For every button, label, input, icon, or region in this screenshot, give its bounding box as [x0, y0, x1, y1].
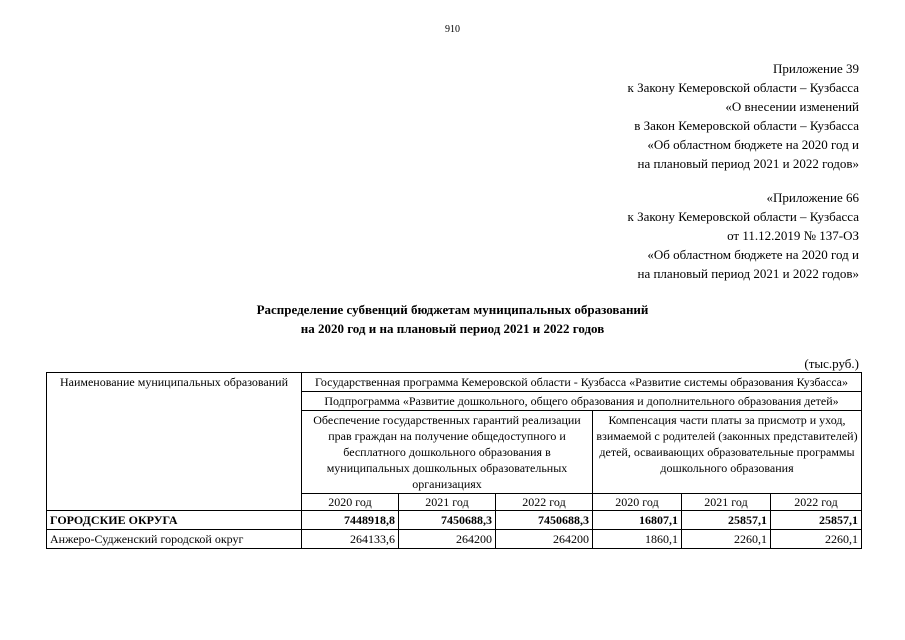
program-header: Государственная программа Кемеровской области - Кузбасса «Развитие системы образования Кузбасса» [302, 373, 862, 392]
table-row [47, 511, 862, 530]
year-header: 2022 год [496, 494, 593, 511]
value-cell: 264133,6 [302, 530, 399, 549]
value-cell: 7450688,3 [496, 511, 593, 530]
value-cell: 264200 [399, 530, 496, 549]
value-cell: 2260,1 [682, 530, 771, 549]
year-header: 2022 год [771, 494, 862, 511]
appendix-line: к Закону Кемеровской области – Кузбасса [627, 80, 859, 95]
appendix-line: в Закон Кемеровской области – Кузбасса [634, 118, 859, 133]
appendix-line: «Приложение 66 [766, 190, 859, 205]
value-cell: 7448918,8 [302, 511, 399, 530]
value-cell: 264200 [496, 530, 593, 549]
appendix-line: «Об областном бюджете на 2020 год и [647, 137, 859, 152]
subprogram-header: Подпрограмма «Развитие дошкольного, общего образования и дополнительного образования детей» [302, 392, 862, 411]
municipality-name: ГОРОДСКИЕ ОКРУГА [47, 511, 302, 530]
year-header: 2020 год [302, 494, 399, 511]
name-column-header: Наименование муниципальных образований [47, 373, 302, 511]
appendix-line: от 11.12.2019 № 137-ОЗ [727, 228, 859, 243]
units-label: (тыс.руб.) [804, 356, 859, 371]
value-cell: 7450688,3 [399, 511, 496, 530]
appendix-line: к Закону Кемеровской области – Кузбасса [627, 209, 859, 224]
year-header: 2021 год [399, 494, 496, 511]
appendix-line: Приложение 39 [772, 61, 859, 76]
value-cell: 1860,1 [593, 530, 682, 549]
appendix-39-header [628, 59, 860, 173]
value-cell: 16807,1 [593, 511, 682, 530]
measure-2-header: Компенсация части платы за присмотр и уход, взимаемой с родителей (законных представителей) детей, осваивающих образовательные программы дошкольного образования [593, 411, 862, 494]
year-header: 2020 год [593, 494, 682, 511]
subsidy-table [46, 372, 862, 549]
measure-1-header: Обеспечение государственных гарантий реализации прав граждан на получение общедоступного и бесплатного дошкольного образования в муниципальных дошкольных образовательных организациях [302, 411, 593, 494]
year-header: 2021 год [682, 494, 771, 511]
value-cell: 2260,1 [771, 530, 862, 549]
appendix-line: на плановый период 2021 и 2022 годов» [637, 156, 859, 171]
value-cell: 25857,1 [682, 511, 771, 530]
document-title [0, 300, 905, 338]
municipality-name: Анжеро-Судженский городской округ [47, 530, 302, 549]
appendix-line: «Об областном бюджете на 2020 год и [647, 247, 859, 262]
appendix-line: «О внесении изменений [725, 99, 859, 114]
value-cell: 25857,1 [771, 511, 862, 530]
appendix-line: на плановый период 2021 и 2022 годов» [637, 266, 859, 281]
page-number: 910 [445, 24, 460, 35]
appendix-66-header [628, 188, 860, 283]
title-line-2: на 2020 год и на плановый период 2021 и 2022 годов [300, 321, 605, 336]
title-line-1: Распределение субвенций бюджетам муниципальных образований [256, 302, 649, 317]
table-row [47, 530, 862, 549]
